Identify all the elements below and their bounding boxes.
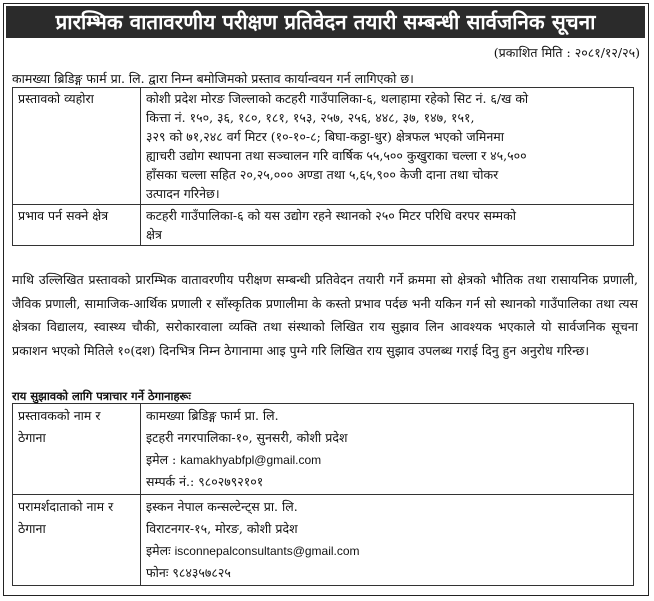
email-label: इमेलः: [146, 543, 171, 558]
label-line: प्रस्तावकको नाम र: [18, 408, 101, 423]
proponent-email[interactable]: kamakhyabfpl@gmail.com: [180, 453, 322, 467]
description-line: क्षेत्र: [146, 227, 162, 242]
consultant-address: विराटनगर-१५, मोरङ, कोशी प्रदेश: [146, 521, 298, 536]
proponent-email-row: [146, 449, 628, 471]
proposal-table: [12, 87, 634, 246]
phone-label: सम्पर्क नं.:: [146, 474, 195, 489]
table-row: [13, 205, 634, 246]
notice-body-paragraph: माथि उल्लिखित प्रस्तावको प्रारम्भिक वातावरणीय परीक्षण सम्बन्धी प्रतिवेदन तयारी गर्ने क्रममा सो क्षेत्रको भौतिक तथा रासायनिक प्रणाली, जैविक प्रणाली, सामाजिक-आर्थिक प्रणाली र साँस्कृतिक प्रणालीमा के कस्तो प्रभाव पर्दछ भनी यकिन गर्न सो स्थानको गाउँपालिका तथा त्यस क्षेत्रका विद्यालय, स्वास्थ्य चौकी, सरोकारवाला व्यक्ति तथा संस्थाको लिखित राय सुझाव लिन आवश्यक भएकाले यो सार्वजनिक सूचना प्रकाशन भएको मितिले १०(दश) दिनभित्र निम्न ठेगानामा आइ पुग्ने गरि लिखित राय सुझाव उपलब्ध गराई दिनु हुन अनुरोध गरिन्छ।: [12, 272, 638, 358]
consultant-phone: ९८४३५७८२५: [172, 565, 231, 580]
email-label: इमेल :: [146, 452, 177, 467]
consultant-email[interactable]: isconnepalconsultants@gmail.com: [174, 544, 360, 558]
consultant-phone-row: [146, 562, 628, 584]
proponent-name: कामख्या ब्रिडिङ्ग फार्म प्रा. लि.: [146, 408, 279, 423]
publication-date: (प्रकाशित मिति : २०८१/१२/२५): [493, 45, 640, 60]
label-line: ठेगाना: [18, 430, 46, 445]
label-line: ठेगाना: [18, 521, 46, 536]
impact-area-label: प्रभाव पर्न सक्ने क्षेत्र: [13, 205, 141, 246]
contacts-heading: राय सुझावको लागि पत्राचार गर्ने ठेगानाहरूः: [12, 389, 191, 403]
table-row: [13, 495, 634, 586]
description-line: हाँसका चल्ला सहित २०,२५,००० अण्डा तथा ५,६५,९०० केजी दाना तथा चोकर: [146, 167, 499, 182]
consultant-label: [13, 495, 141, 586]
proponent-phone: ९८०२७९२१०१: [198, 474, 264, 489]
description-line: ह्याचरी उद्योग स्थापना तथा सञ्चालन गरि वार्षिक ५५,५०० कुखुराका चल्ला र ४५,५००: [146, 148, 527, 163]
phone-label: फोनः: [146, 565, 169, 580]
table-row: [13, 404, 634, 495]
description-line: कित्ता नं. १५०, ३६, १८०, १८१, १५३, २५७, २५६, ४४८, ३७, १४७, १५१,: [146, 110, 475, 125]
contacts-table: [12, 403, 634, 586]
impact-area-description: [141, 205, 634, 246]
description-line: उत्पादन गरिनेछ।: [146, 186, 220, 201]
notice-title: प्रारम्भिक वातावरणीय परीक्षण प्रतिवेदन तयारी सम्बन्धी सार्वजनिक सूचना: [6, 6, 645, 38]
proposal-label: प्रस्तावको व्यहोरा: [13, 88, 141, 205]
label-line: परामर्शदाताको नाम र: [18, 499, 114, 514]
proposal-description: [141, 88, 634, 205]
description-line: ३२९ को ७१,२४८ वर्ग मिटर (१०-१०-८; बिघा-कठ्ठा-धुर) क्षेत्रफल भएको जमिनमा: [146, 129, 504, 144]
consultant-name: इस्कन नेपाल कन्सल्टेन्ट्स प्रा. लि.: [146, 499, 298, 514]
proponent-details: [141, 404, 634, 495]
proponent-phone-row: [146, 471, 628, 493]
proponent-address: इटहरी नगरपालिका-१०, सुनसरी, कोशी प्रदेश: [146, 430, 348, 445]
description-line: कटहरी गाउँपालिका-६ को यस उद्योग रहने स्थानको २५० मिटर परिधि वरपर सम्मको: [146, 208, 516, 223]
description-line: कोशी प्रदेश मोरङ जिल्लाको कटहरी गाउँपालिका-६, थलाहामा रहेको सिट नं. ६/ख को: [146, 91, 529, 106]
table-row: [13, 88, 634, 205]
intro-text: कामख्या ब्रिडिङ्ग फार्म प्रा. लि. द्वारा निम्न बमोजिमको प्रस्ताव कार्यान्वयन गर्न लागिएको छ।: [12, 71, 414, 86]
public-notice: [3, 3, 649, 596]
proponent-label: [13, 404, 141, 495]
consultant-email-row: [146, 540, 628, 562]
consultant-details: [141, 495, 634, 586]
